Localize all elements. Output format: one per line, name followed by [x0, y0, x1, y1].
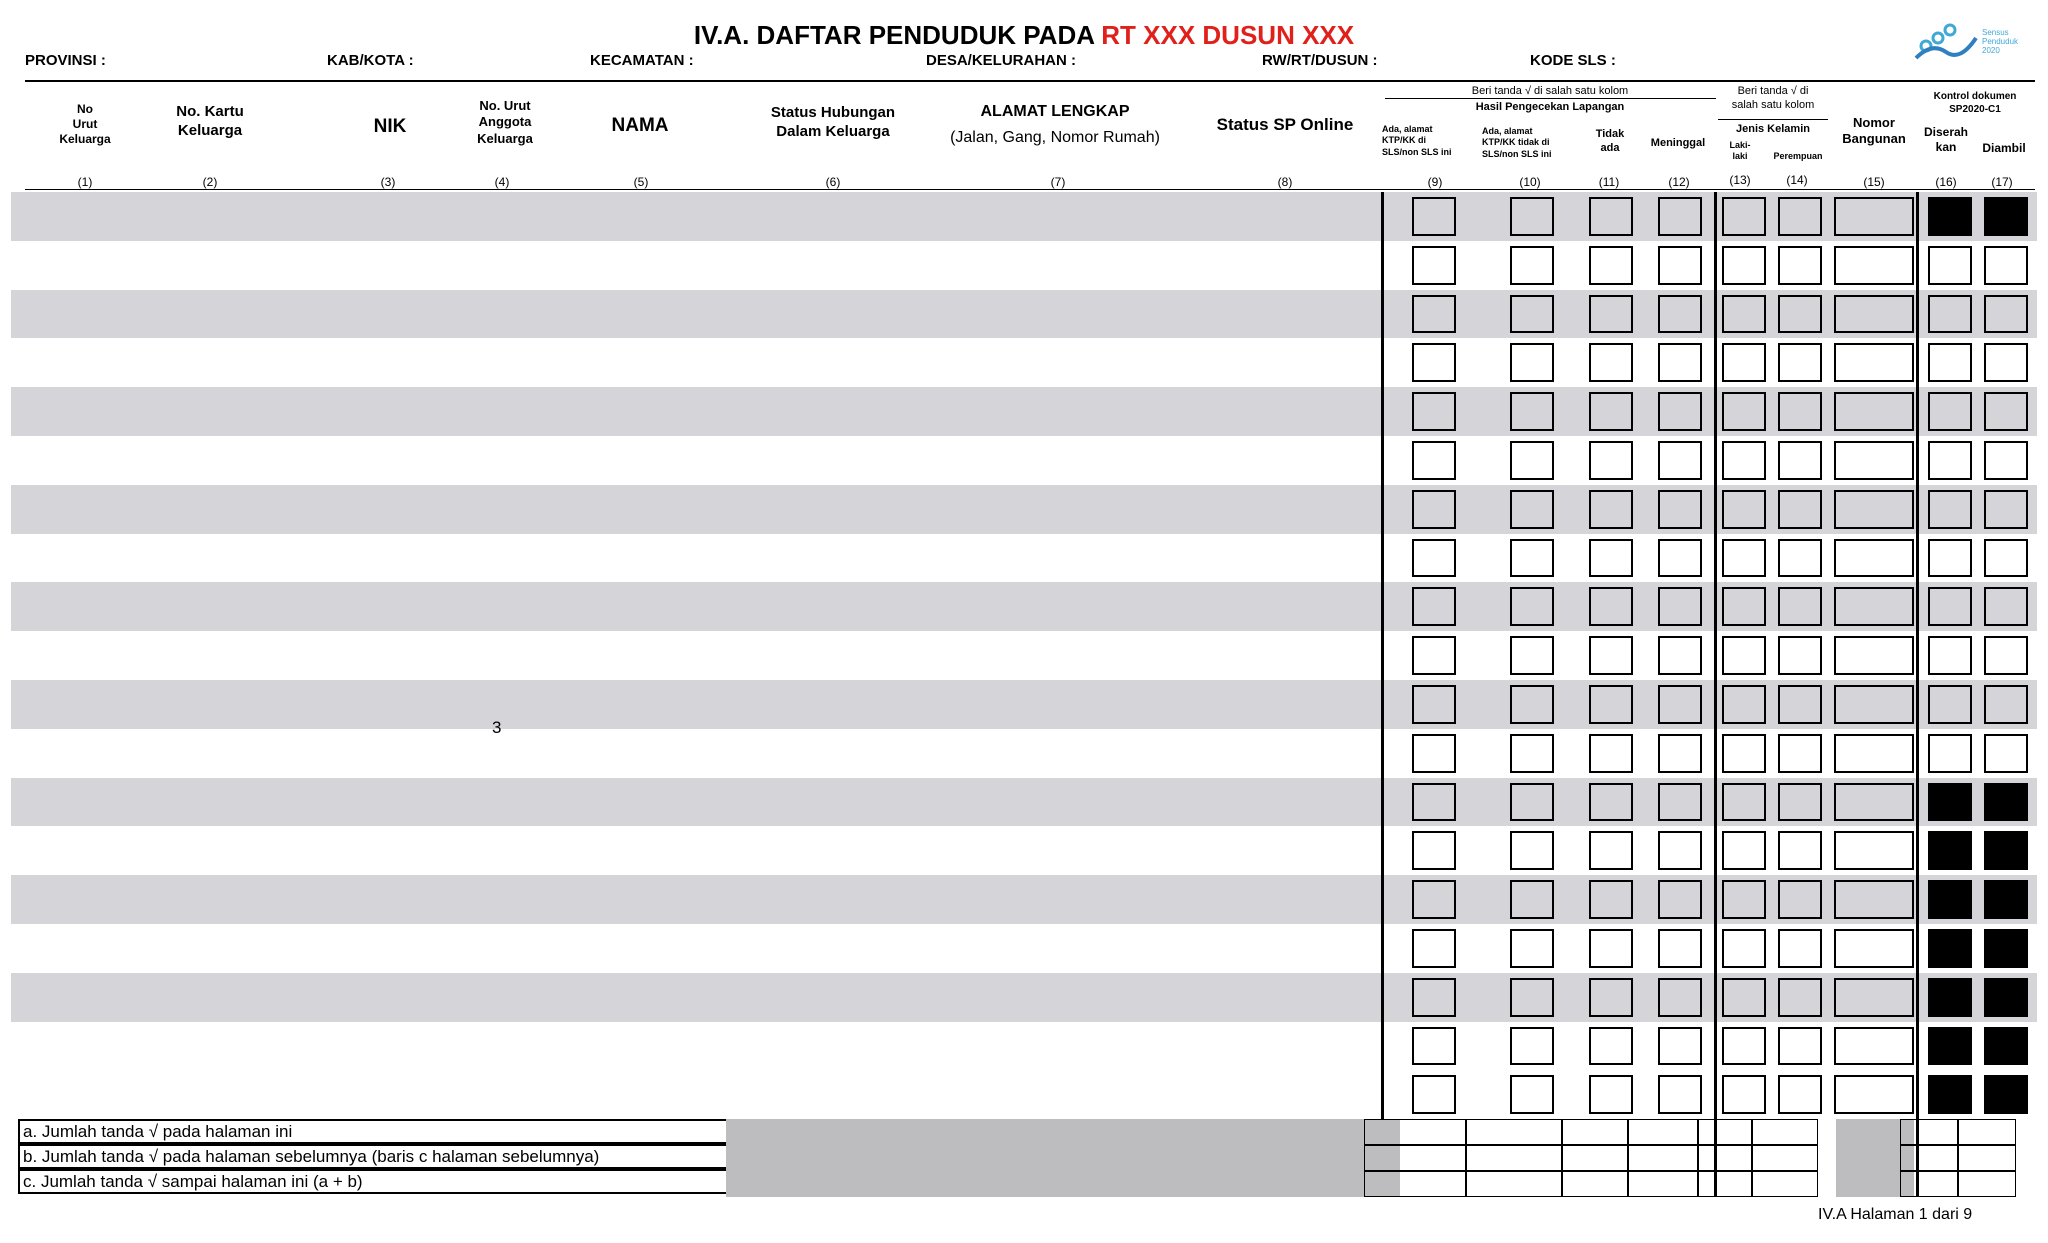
kecamatan-label: KECAMATAN : — [590, 52, 694, 69]
checkbox-col-11[interactable] — [1589, 246, 1633, 285]
col-num-13: (13) — [1729, 173, 1751, 187]
checkbox-col-10[interactable] — [1510, 978, 1554, 1017]
checkbox-col-17[interactable] — [1984, 246, 2028, 285]
separator-3 — [1916, 192, 1919, 1197]
summary-cell[interactable] — [1752, 1119, 1818, 1145]
checkbox-col-11[interactable] — [1589, 734, 1633, 773]
checkbox-col-15[interactable] — [1834, 295, 1914, 334]
col-17-header: Diambil — [1982, 141, 2026, 155]
checkbox-col-11[interactable] — [1589, 490, 1633, 529]
logo-wave-icon — [1912, 16, 1982, 66]
col-num-9: (9) — [1427, 175, 1443, 189]
summary-cell[interactable] — [1466, 1171, 1562, 1197]
col-num-6: (6) — [825, 175, 841, 189]
col-num-12: (12) — [1668, 175, 1690, 189]
checkbox-col-15[interactable] — [1834, 1027, 1914, 1066]
summary-row-c: c. Jumlah tanda √ sampai halaman ini (a + b) — [18, 1169, 728, 1194]
col-8-header: Status SP Online — [1216, 115, 1354, 134]
summary-cell[interactable] — [1958, 1145, 2016, 1171]
checkbox-col-9[interactable] — [1412, 734, 1456, 773]
checkbox-col-13[interactable] — [1722, 343, 1766, 382]
checkbox-col-12[interactable] — [1658, 831, 1702, 870]
checkbox-col-16[interactable] — [1928, 490, 1972, 529]
separator-2 — [1714, 192, 1717, 1197]
col-4-header: No. Urut Anggota Keluarga — [477, 98, 533, 146]
col-3-header: NIK — [373, 116, 407, 137]
col-num-8: (8) — [1277, 175, 1293, 189]
checkbox-col-12[interactable] — [1658, 343, 1702, 382]
checkbox-col-15[interactable] — [1834, 831, 1914, 870]
checkbox-col-16[interactable] — [1928, 1027, 1972, 1066]
checkbox-col-15[interactable] — [1834, 734, 1914, 773]
checkbox-col-9[interactable] — [1412, 246, 1456, 285]
summary-cell[interactable] — [1900, 1145, 1958, 1171]
checkbox-col-12[interactable] — [1658, 929, 1702, 968]
checkbox-col-14[interactable] — [1778, 1027, 1822, 1066]
col-num-2: (2) — [202, 175, 218, 189]
col-num-10: (10) — [1519, 175, 1541, 189]
col-num-15: (15) — [1863, 175, 1885, 189]
summary-cell[interactable] — [1562, 1145, 1628, 1171]
summary-cell[interactable] — [1958, 1119, 2016, 1145]
checkbox-col-14[interactable] — [1778, 636, 1822, 675]
checkbox-col-10[interactable] — [1510, 392, 1554, 431]
summary-cell[interactable] — [1958, 1171, 2016, 1197]
checkbox-col-10[interactable] — [1510, 587, 1554, 626]
checkbox-col-15[interactable] — [1834, 539, 1914, 578]
checkbox-col-14[interactable] — [1778, 978, 1822, 1017]
checkbox-col-14[interactable] — [1778, 929, 1822, 968]
checkbox-col-12[interactable] — [1658, 539, 1702, 578]
checkbox-col-15[interactable] — [1834, 636, 1914, 675]
desa-label: DESA/KELURAHAN : — [926, 52, 1076, 69]
checkbox-col-10[interactable] — [1510, 490, 1554, 529]
checkbox-col-17[interactable] — [1984, 978, 2028, 1017]
checkbox-col-14[interactable] — [1778, 1075, 1822, 1114]
checkbox-col-16[interactable] — [1928, 831, 1972, 870]
checkbox-col-15[interactable] — [1834, 978, 1914, 1017]
checkbox-col-9[interactable] — [1412, 1075, 1456, 1114]
summary-cell[interactable] — [1698, 1171, 1752, 1197]
checkbox-col-11[interactable] — [1589, 880, 1633, 919]
summary-cell[interactable] — [1466, 1119, 1562, 1145]
checkbox-col-14[interactable] — [1778, 587, 1822, 626]
col-10-header: Ada, alamat KTP/KK tidak di SLS/non SLS ini — [1482, 126, 1552, 159]
checkbox-col-17[interactable] — [1984, 685, 2028, 724]
col-7-header: ALAMAT LENGKAP (Jalan, Gang, Nomor Rumah) — [950, 103, 1160, 146]
col-num-4: (4) — [494, 175, 510, 189]
checkbox-col-14[interactable] — [1778, 831, 1822, 870]
col-6-header: Status Hubungan Dalam Keluarga — [770, 104, 896, 140]
cell-value: 3 — [492, 718, 502, 737]
checkbox-col-11[interactable] — [1589, 831, 1633, 870]
summary-cell[interactable] — [1698, 1119, 1752, 1145]
checkbox-col-17[interactable] — [1984, 295, 2028, 334]
checkbox-col-13[interactable] — [1722, 1075, 1766, 1114]
checkbox-col-9[interactable] — [1412, 978, 1456, 1017]
checkbox-col-15[interactable] — [1834, 490, 1914, 529]
checkbox-col-13[interactable] — [1722, 978, 1766, 1017]
checkbox-col-11[interactable] — [1589, 392, 1633, 431]
gender-header: Jenis Kelamin — [1736, 123, 1810, 135]
checkbox-col-9[interactable] — [1412, 343, 1456, 382]
checkbox-col-13[interactable] — [1722, 783, 1766, 822]
summary-gray-area — [726, 1119, 1400, 1197]
col-num-11: (11) — [1598, 175, 1620, 189]
checkbox-col-17[interactable] — [1984, 783, 2028, 822]
checkbox-col-13[interactable] — [1722, 587, 1766, 626]
checkbox-col-14[interactable] — [1778, 783, 1822, 822]
checkbox-col-12[interactable] — [1658, 587, 1702, 626]
checkbox-col-9[interactable] — [1412, 783, 1456, 822]
summary-cell[interactable] — [1752, 1145, 1818, 1171]
provinsi-label: PROVINSI : — [25, 52, 106, 69]
kabkota-label: KAB/KOTA : — [327, 52, 414, 69]
col-5-header: NAMA — [611, 115, 669, 136]
checkbox-col-16[interactable] — [1928, 246, 1972, 285]
checkbox-col-16[interactable] — [1928, 978, 1972, 1017]
checkbox-col-16[interactable] — [1928, 539, 1972, 578]
checkbox-col-14[interactable] — [1778, 295, 1822, 334]
group-2-line — [1718, 119, 1828, 120]
checkbox-col-10[interactable] — [1510, 197, 1554, 236]
checkbox-col-16[interactable] — [1928, 929, 1972, 968]
checkbox-col-9[interactable] — [1412, 197, 1456, 236]
summary-cell[interactable] — [1364, 1119, 1466, 1145]
summary-cell[interactable] — [1364, 1145, 1466, 1171]
checkbox-col-12[interactable] — [1658, 978, 1702, 1017]
summary-row-a: a. Jumlah tanda √ pada halaman ini — [18, 1119, 728, 1144]
col-num-16: (16) — [1935, 175, 1957, 189]
summary-cell[interactable] — [1752, 1171, 1818, 1197]
summary-cell[interactable] — [1364, 1171, 1466, 1197]
checkbox-col-16[interactable] — [1928, 343, 1972, 382]
checkbox-col-17[interactable] — [1984, 587, 2028, 626]
col-1-header: No Urut Keluarga — [59, 102, 111, 146]
checkbox-col-9[interactable] — [1412, 490, 1456, 529]
col-14-header: Perempuan — [1773, 151, 1823, 161]
col-num-7: (7) — [1050, 175, 1066, 189]
kode-sls-label: KODE SLS : — [1530, 52, 1616, 69]
col-num-3: (3) — [380, 175, 396, 189]
checkbox-col-10[interactable] — [1510, 539, 1554, 578]
checkbox-col-11[interactable] — [1589, 1075, 1633, 1114]
col-9-header: Ada, alamat KTP/KK di SLS/non SLS ini — [1382, 124, 1452, 157]
col-11-header: Tidak ada — [1595, 128, 1625, 154]
checkbox-col-17[interactable] — [1984, 441, 2028, 480]
checkbox-col-15[interactable] — [1834, 880, 1914, 919]
checkbox-col-14[interactable] — [1778, 246, 1822, 285]
col-15-header: Nomor Bangunan — [1842, 115, 1906, 147]
checkbox-col-15[interactable] — [1834, 685, 1914, 724]
summary-row-b: b. Jumlah tanda √ pada halaman sebelumnya (baris c halaman sebelumnya) — [18, 1144, 728, 1169]
checkbox-col-13[interactable] — [1722, 441, 1766, 480]
checkbox-col-14[interactable] — [1778, 539, 1822, 578]
checkbox-col-11[interactable] — [1589, 343, 1633, 382]
checkbox-col-13[interactable] — [1722, 929, 1766, 968]
checkbox-col-12[interactable] — [1658, 1027, 1702, 1066]
field-check-header: Hasil Pengecekan Lapangan — [1475, 101, 1625, 113]
checkbox-col-12[interactable] — [1658, 734, 1702, 773]
checkbox-col-16[interactable] — [1928, 197, 1972, 236]
checkbox-col-11[interactable] — [1589, 539, 1633, 578]
checkbox-col-16[interactable] — [1928, 636, 1972, 675]
page-footer: IV.A Halaman 1 dari 9 — [1818, 1206, 1973, 1223]
logo-text: Sensus Penduduk 2020 — [1982, 28, 2019, 55]
checkbox-col-12[interactable] — [1658, 490, 1702, 529]
checkbox-col-11[interactable] — [1589, 636, 1633, 675]
checkbox-col-16[interactable] — [1928, 441, 1972, 480]
checkbox-col-16[interactable] — [1928, 880, 1972, 919]
checkbox-col-17[interactable] — [1984, 197, 2028, 236]
summary-cell[interactable] — [1628, 1119, 1698, 1145]
checkbox-col-16[interactable] — [1928, 1075, 1972, 1114]
rwrt-label: RW/RT/DUSUN : — [1262, 52, 1378, 69]
checkbox-col-16[interactable] — [1928, 587, 1972, 626]
checkbox-col-17[interactable] — [1984, 831, 2028, 870]
checkbox-col-11[interactable] — [1589, 441, 1633, 480]
checkbox-col-9[interactable] — [1412, 636, 1456, 675]
page-title — [0, 20, 2048, 51]
checkbox-col-15[interactable] — [1834, 929, 1914, 968]
summary-cell[interactable] — [1900, 1119, 1958, 1145]
summary-cell[interactable] — [1698, 1145, 1752, 1171]
checkbox-col-10[interactable] — [1510, 734, 1554, 773]
checkbox-col-10[interactable] — [1510, 246, 1554, 285]
checkbox-col-13[interactable] — [1722, 636, 1766, 675]
checkbox-col-13[interactable] — [1722, 1027, 1766, 1066]
checkbox-col-10[interactable] — [1510, 880, 1554, 919]
checkbox-col-9[interactable] — [1412, 587, 1456, 626]
summary-cell[interactable] — [1628, 1145, 1698, 1171]
checkbox-col-14[interactable] — [1778, 392, 1822, 431]
checkbox-col-15[interactable] — [1834, 246, 1914, 285]
number-rule — [25, 189, 2035, 190]
checkbox-col-17[interactable] — [1984, 880, 2028, 919]
checkbox-col-9[interactable] — [1412, 685, 1456, 724]
checkbox-col-13[interactable] — [1722, 392, 1766, 431]
col-12-header: Meninggal — [1650, 137, 1706, 149]
checkbox-col-13[interactable] — [1722, 685, 1766, 724]
checkbox-col-13[interactable] — [1722, 490, 1766, 529]
data-rows — [0, 192, 2048, 1114]
col-num-5: (5) — [633, 175, 649, 189]
separator-1 — [1381, 192, 1384, 1197]
checkbox-col-10[interactable] — [1510, 1075, 1554, 1114]
col-num-14: (14) — [1786, 173, 1808, 187]
check-instruction-1: Beri tanda √ di salah satu kolom — [1471, 85, 1629, 97]
checkbox-col-13[interactable] — [1722, 734, 1766, 773]
checkbox-col-10[interactable] — [1510, 441, 1554, 480]
checkbox-col-17[interactable] — [1984, 490, 2028, 529]
checkbox-col-10[interactable] — [1510, 685, 1554, 724]
col-16-header: Diserah kan — [1923, 125, 1969, 154]
checkbox-col-13[interactable] — [1722, 880, 1766, 919]
checkbox-col-12[interactable] — [1658, 685, 1702, 724]
sensus-logo — [1912, 16, 2030, 66]
checkbox-col-15[interactable] — [1834, 587, 1914, 626]
checkbox-col-9[interactable] — [1412, 295, 1456, 334]
checkbox-col-16[interactable] — [1928, 295, 1972, 334]
checkbox-col-9[interactable] — [1412, 831, 1456, 870]
checkbox-col-17[interactable] — [1984, 539, 2028, 578]
col-2-header: No. Kartu Keluarga — [176, 103, 244, 139]
checkbox-col-11[interactable] — [1589, 197, 1633, 236]
header-rule — [25, 80, 2035, 82]
checkbox-col-17[interactable] — [1984, 343, 2028, 382]
checkbox-col-12[interactable] — [1658, 636, 1702, 675]
checkbox-col-11[interactable] — [1589, 783, 1633, 822]
checkbox-col-14[interactable] — [1778, 880, 1822, 919]
checkbox-col-12[interactable] — [1658, 441, 1702, 480]
checkbox-col-16[interactable] — [1928, 734, 1972, 773]
checkbox-col-15[interactable] — [1834, 392, 1914, 431]
checkbox-col-15[interactable] — [1834, 783, 1914, 822]
checkbox-col-10[interactable] — [1510, 343, 1554, 382]
group-1-line — [1385, 98, 1716, 99]
checkbox-col-17[interactable] — [1984, 929, 2028, 968]
summary-cell[interactable] — [1628, 1171, 1698, 1197]
summary-cell[interactable] — [1900, 1171, 1958, 1197]
checkbox-col-12[interactable] — [1658, 197, 1702, 236]
checkbox-col-10[interactable] — [1510, 636, 1554, 675]
checkbox-col-16[interactable] — [1928, 392, 1972, 431]
checkbox-col-12[interactable] — [1658, 1075, 1702, 1114]
checkbox-col-14[interactable] — [1778, 734, 1822, 773]
title-highlight: RT XXX DUSUN XXX — [1101, 20, 1355, 50]
checkbox-col-14[interactable] — [1778, 685, 1822, 724]
checkbox-col-12[interactable] — [1658, 783, 1702, 822]
checkbox-col-9[interactable] — [1412, 1027, 1456, 1066]
checkbox-col-11[interactable] — [1589, 929, 1633, 968]
control-header: Kontrol dokumen SP2020-C1 — [1933, 91, 2017, 115]
checkbox-col-10[interactable] — [1510, 831, 1554, 870]
check-instruction-2: Beri tanda √ di salah satu kolom — [1731, 85, 1815, 111]
checkbox-col-13[interactable] — [1722, 831, 1766, 870]
checkbox-col-9[interactable] — [1412, 441, 1456, 480]
checkbox-col-12[interactable] — [1658, 246, 1702, 285]
col-num-17: (17) — [1991, 175, 2013, 189]
checkbox-col-9[interactable] — [1412, 929, 1456, 968]
checkbox-col-9[interactable] — [1412, 539, 1456, 578]
checkbox-col-10[interactable] — [1510, 929, 1554, 968]
col-13-header: Laki- laki — [1729, 140, 1751, 162]
checkbox-col-13[interactable] — [1722, 197, 1766, 236]
checkbox-col-14[interactable] — [1778, 441, 1822, 480]
checkbox-col-10[interactable] — [1510, 295, 1554, 334]
checkbox-col-17[interactable] — [1984, 1027, 2028, 1066]
col-num-1: (1) — [77, 175, 93, 189]
summary-table — [18, 1119, 2035, 1197]
checkbox-col-11[interactable] — [1589, 685, 1633, 724]
summary-cell[interactable] — [1562, 1119, 1628, 1145]
checkbox-col-11[interactable] — [1589, 587, 1633, 626]
checkbox-col-13[interactable] — [1722, 539, 1766, 578]
summary-cell[interactable] — [1562, 1171, 1628, 1197]
checkbox-col-15[interactable] — [1834, 441, 1914, 480]
checkbox-col-12[interactable] — [1658, 880, 1702, 919]
checkbox-col-11[interactable] — [1589, 1027, 1633, 1066]
checkbox-col-14[interactable] — [1778, 197, 1822, 236]
checkbox-col-17[interactable] — [1984, 392, 2028, 431]
checkbox-col-10[interactable] — [1510, 783, 1554, 822]
title-text: IV.A. DAFTAR PENDUDUK PADA — [693, 20, 1102, 50]
checkbox-col-12[interactable] — [1658, 392, 1702, 431]
checkbox-col-15[interactable] — [1834, 197, 1914, 236]
checkbox-col-14[interactable] — [1778, 343, 1822, 382]
checkbox-col-11[interactable] — [1589, 978, 1633, 1017]
checkbox-col-15[interactable] — [1834, 1075, 1914, 1114]
checkbox-col-17[interactable] — [1984, 636, 2028, 675]
checkbox-col-17[interactable] — [1984, 1075, 2028, 1114]
checkbox-col-11[interactable] — [1589, 295, 1633, 334]
checkbox-col-13[interactable] — [1722, 246, 1766, 285]
checkbox-col-17[interactable] — [1984, 734, 2028, 773]
checkbox-col-9[interactable] — [1412, 880, 1456, 919]
checkbox-col-15[interactable] — [1834, 343, 1914, 382]
checkbox-col-16[interactable] — [1928, 783, 1972, 822]
summary-cell[interactable] — [1466, 1145, 1562, 1171]
checkbox-col-16[interactable] — [1928, 685, 1972, 724]
checkbox-col-9[interactable] — [1412, 392, 1456, 431]
checkbox-col-12[interactable] — [1658, 295, 1702, 334]
checkbox-col-13[interactable] — [1722, 295, 1766, 334]
checkbox-col-14[interactable] — [1778, 490, 1822, 529]
checkbox-col-10[interactable] — [1510, 1027, 1554, 1066]
